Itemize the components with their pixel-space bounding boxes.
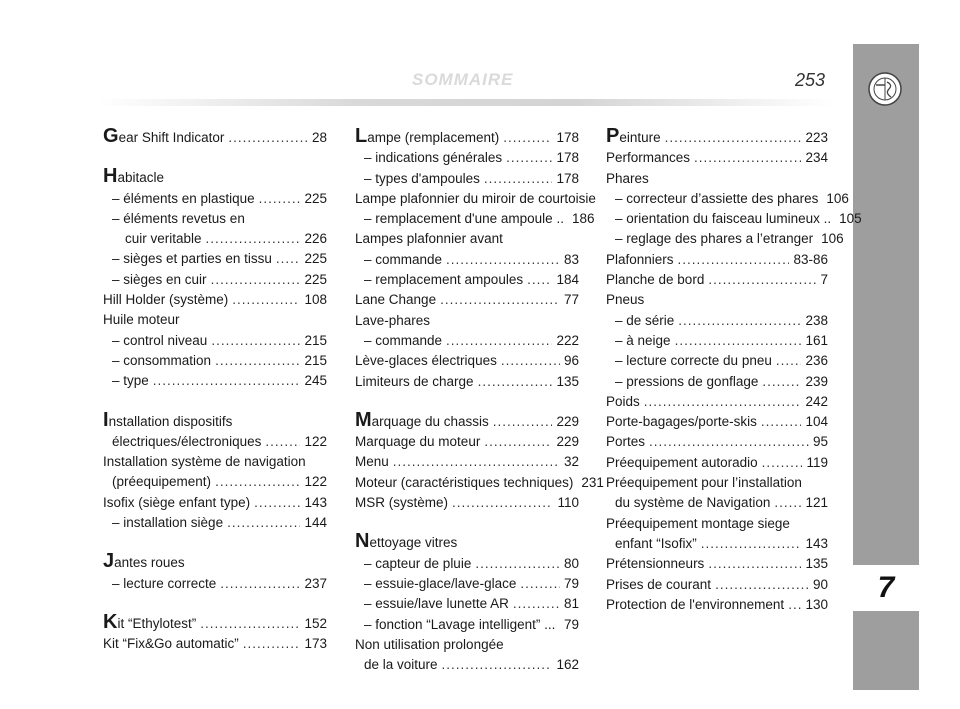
entry-label: Pneus bbox=[606, 292, 645, 308]
entry-page-number: 234 bbox=[805, 150, 828, 166]
index-entry bbox=[103, 634, 327, 654]
entry-page-number: 245 bbox=[304, 373, 327, 389]
index-entry bbox=[355, 311, 579, 331]
entry-label: Prises de courant bbox=[606, 576, 712, 592]
leader-dots bbox=[484, 169, 553, 189]
index-entry bbox=[606, 290, 828, 310]
index-entry bbox=[103, 550, 327, 573]
index-entry bbox=[103, 290, 327, 310]
leader-dots bbox=[665, 128, 802, 148]
leader-dots bbox=[220, 574, 300, 594]
entry-label: Lampe (remplacement) bbox=[355, 125, 500, 147]
entry-page-number: 229 bbox=[556, 413, 579, 429]
entry-label: – orientation du faisceau lumineux .. bbox=[615, 211, 832, 227]
index-entry bbox=[355, 331, 579, 351]
index-entry bbox=[103, 513, 327, 533]
entry-page-number: 143 bbox=[805, 535, 828, 551]
entry-page-number: 242 bbox=[805, 393, 828, 409]
entry-page-number: 77 bbox=[563, 292, 579, 308]
index-entry bbox=[355, 351, 579, 371]
leader-dots bbox=[520, 574, 560, 594]
index-entry bbox=[355, 169, 579, 189]
index-entry bbox=[355, 473, 604, 493]
chapter-number: 7 bbox=[853, 565, 919, 611]
entry-label: enfant “Isofix” bbox=[615, 535, 697, 551]
index-entry bbox=[355, 189, 596, 209]
entry-page-number: 178 bbox=[556, 130, 579, 145]
entry-label: Nettoyage vitres bbox=[355, 530, 458, 553]
index-entry bbox=[103, 189, 327, 209]
index-entry bbox=[355, 209, 595, 229]
leader-dots bbox=[701, 534, 802, 554]
entry-label: – remplacement d'une ampoule .. bbox=[364, 211, 564, 227]
entry-page-number: 229 bbox=[556, 434, 579, 450]
index-entry bbox=[606, 189, 849, 209]
entry-page-number: 215 bbox=[304, 352, 327, 368]
entry-page-number: 122 bbox=[304, 474, 327, 490]
entry-page-number: 226 bbox=[304, 231, 327, 247]
entry-label: Phares bbox=[606, 170, 649, 186]
leader-dots bbox=[265, 432, 300, 452]
entry-page-number: 108 bbox=[304, 292, 327, 308]
entry-label: Portes bbox=[606, 434, 646, 450]
entry-page-number: 231 bbox=[581, 474, 604, 490]
entry-page-number: 184 bbox=[556, 272, 579, 288]
alfa-romeo-logo-icon bbox=[868, 72, 902, 106]
leader-dots bbox=[503, 128, 552, 148]
leader-dots bbox=[206, 229, 301, 249]
entry-label: Huile moteur bbox=[103, 312, 180, 328]
entry-label: Gear Shift Indicator bbox=[103, 125, 225, 147]
leader-dots bbox=[215, 351, 300, 371]
index-column-2 bbox=[355, 125, 604, 675]
leader-dots bbox=[211, 331, 300, 351]
index-column-1 bbox=[103, 125, 327, 655]
entry-label: – type bbox=[112, 373, 149, 389]
entry-page-number: 225 bbox=[304, 251, 327, 267]
leader-dots bbox=[475, 554, 560, 574]
index-entry bbox=[103, 229, 327, 249]
entry-label: – types d'ampoules bbox=[364, 170, 480, 186]
index-entry bbox=[606, 453, 828, 473]
leader-dots bbox=[501, 351, 560, 371]
page-title: SOMMAIRE bbox=[412, 70, 514, 89]
index-entry bbox=[355, 125, 579, 148]
leader-dots bbox=[446, 250, 560, 270]
leader-dots bbox=[478, 372, 553, 392]
entry-label: – essuie/lave lunette AR bbox=[364, 596, 509, 612]
index-entry bbox=[103, 331, 327, 351]
entry-page-number: 32 bbox=[563, 454, 579, 470]
entry-page-number: 186 bbox=[571, 211, 595, 227]
entry-page-number: 237 bbox=[304, 575, 327, 591]
leader-dots bbox=[761, 412, 802, 432]
index-entry bbox=[355, 615, 579, 635]
entry-page-number: 79 bbox=[563, 575, 579, 591]
leader-dots bbox=[232, 290, 300, 310]
entry-label: Marquage du moteur bbox=[355, 434, 481, 450]
index-entry bbox=[103, 574, 327, 594]
leader-dots bbox=[649, 432, 809, 452]
section-gap bbox=[355, 513, 579, 533]
entry-page-number: 83 bbox=[563, 251, 579, 267]
entry-label: – éléments revetus en bbox=[112, 210, 245, 226]
entry-page-number: 161 bbox=[805, 332, 828, 348]
index-entry bbox=[606, 250, 828, 270]
entry-label: Menu bbox=[355, 454, 389, 470]
leader-dots bbox=[513, 594, 560, 614]
leader-dots bbox=[484, 432, 552, 452]
leader-dots bbox=[259, 189, 301, 209]
entry-label: Lève-glaces électriques bbox=[355, 353, 497, 369]
index-entry bbox=[606, 432, 828, 452]
entry-label: Plafonniers bbox=[606, 251, 674, 267]
leader-dots bbox=[254, 493, 300, 513]
entry-label: – fonction “Lavage intelligent” ... bbox=[364, 616, 556, 632]
entry-label: – commande bbox=[364, 332, 443, 348]
index-entry bbox=[103, 249, 327, 269]
entry-page-number: 104 bbox=[805, 414, 828, 430]
entry-label: Porte-bagages/porte-skis bbox=[606, 414, 757, 430]
index-entry bbox=[606, 125, 828, 148]
entry-label: – lecture correcte du pneu bbox=[615, 353, 772, 369]
leader-dots bbox=[442, 655, 553, 675]
leader-dots bbox=[153, 371, 301, 391]
index-entry bbox=[103, 452, 327, 472]
entry-label: Habitacle bbox=[103, 165, 164, 188]
entry-label: Installation dispositifs bbox=[103, 408, 233, 431]
leader-dots bbox=[493, 412, 553, 432]
index-entry bbox=[355, 372, 579, 392]
entry-label: – reglage des phares a l’etranger bbox=[615, 231, 814, 247]
index-entry bbox=[355, 270, 579, 290]
entry-page-number: 79 bbox=[563, 616, 579, 632]
index-entry bbox=[355, 594, 579, 614]
leader-dots bbox=[774, 493, 801, 513]
entry-label: Jantes roues bbox=[103, 550, 185, 573]
entry-page-number: 106 bbox=[821, 231, 844, 247]
entry-label: – capteur de pluie bbox=[364, 555, 472, 571]
entry-label: Lampe plafonnier du miroir de courtoisie bbox=[355, 190, 596, 206]
index-entry bbox=[606, 209, 862, 229]
index-entry bbox=[355, 229, 579, 249]
entry-label: – indications générales bbox=[364, 150, 503, 166]
entry-label: Préequipement autoradio bbox=[606, 454, 758, 470]
entry-page-number: 96 bbox=[563, 353, 579, 369]
entry-page-number: 178 bbox=[556, 150, 579, 166]
section-gap bbox=[103, 148, 327, 168]
entry-page-number: 135 bbox=[805, 556, 828, 572]
index-entry bbox=[355, 452, 579, 472]
index-entry bbox=[103, 351, 327, 371]
index-entry bbox=[606, 311, 828, 331]
entry-page-number: 83-86 bbox=[793, 251, 828, 267]
entry-page-number: 81 bbox=[563, 596, 579, 612]
leader-dots bbox=[788, 595, 801, 615]
index-entry bbox=[103, 310, 327, 330]
entry-page-number: 90 bbox=[812, 576, 828, 592]
entry-page-number: 28 bbox=[311, 130, 327, 145]
entry-page-number: 215 bbox=[304, 332, 327, 348]
entry-label: Lave-phares bbox=[355, 312, 431, 328]
page-number: 253 bbox=[795, 70, 826, 90]
leader-dots bbox=[675, 331, 802, 351]
leader-dots bbox=[243, 634, 301, 654]
entry-page-number: 80 bbox=[563, 555, 579, 571]
entry-label: – à neige bbox=[615, 332, 671, 348]
entry-label: – lecture correcte bbox=[112, 575, 217, 591]
entry-page-number: 225 bbox=[304, 271, 327, 287]
leader-dots bbox=[446, 331, 552, 351]
index-entry bbox=[103, 472, 327, 492]
index-entry bbox=[606, 392, 828, 412]
leader-dots bbox=[762, 453, 803, 473]
index-entry bbox=[355, 432, 579, 452]
entry-label: Protection de l'environnement bbox=[606, 596, 785, 612]
index-entry bbox=[103, 610, 327, 634]
entry-page-number: 143 bbox=[304, 494, 327, 510]
entry-label: – installation siège bbox=[112, 515, 224, 531]
leader-dots bbox=[678, 250, 790, 270]
entry-label: Installation système de navigation bbox=[103, 454, 306, 470]
index-entry bbox=[355, 290, 579, 310]
leader-dots bbox=[715, 575, 809, 595]
entry-label: Isofix (siège enfant type) bbox=[103, 494, 251, 510]
entry-page-number: 236 bbox=[805, 353, 828, 369]
entry-page-number: 110 bbox=[557, 495, 579, 511]
index-entry bbox=[606, 351, 828, 371]
section-gap bbox=[355, 392, 579, 412]
leader-dots bbox=[452, 493, 553, 513]
section-gap bbox=[103, 392, 327, 412]
leader-dots bbox=[211, 270, 301, 290]
entry-label: – de série bbox=[615, 312, 675, 328]
entry-label: du système de Navigation bbox=[615, 495, 771, 511]
index-entry bbox=[103, 371, 327, 391]
entry-label: Performances bbox=[606, 150, 691, 166]
entry-page-number: 238 bbox=[805, 312, 828, 328]
entry-label: Marquage du chassis bbox=[355, 408, 489, 431]
leader-dots bbox=[227, 513, 300, 533]
entry-page-number: 105 bbox=[839, 211, 862, 227]
index-entry bbox=[606, 493, 828, 513]
entry-label: électriques/électroniques bbox=[112, 433, 262, 449]
entry-label: de la voiture bbox=[364, 657, 438, 673]
index-entry bbox=[606, 412, 828, 432]
entry-label: (préequipement) bbox=[112, 474, 212, 490]
entry-page-number: 173 bbox=[304, 636, 327, 652]
entry-page-number: 144 bbox=[304, 515, 327, 531]
index-entry bbox=[606, 554, 828, 574]
index-entry bbox=[606, 331, 828, 351]
index-entry bbox=[355, 148, 579, 168]
leader-dots bbox=[440, 290, 560, 310]
leader-dots bbox=[694, 148, 801, 168]
index-entry bbox=[355, 635, 579, 655]
entry-label: Préequipement pour l’installation bbox=[606, 475, 802, 491]
leader-dots bbox=[678, 311, 801, 331]
index-entry bbox=[103, 432, 327, 452]
entry-label: Lampes plafonnier avant bbox=[355, 231, 503, 247]
entry-label: Limiteurs de charge bbox=[355, 373, 474, 389]
leader-dots bbox=[393, 452, 560, 472]
leader-dots bbox=[276, 249, 301, 269]
entry-label: MSR (système) bbox=[355, 495, 449, 511]
entry-page-number: 106 bbox=[826, 190, 849, 206]
index-entry bbox=[355, 408, 579, 432]
leader-dots bbox=[527, 270, 552, 290]
entry-label: – correcteur d’assiette des phares bbox=[615, 190, 819, 206]
entry-page-number: 119 bbox=[806, 454, 828, 470]
entry-page-number: 121 bbox=[805, 495, 828, 511]
section-gap bbox=[103, 533, 327, 553]
entry-label: – pressions de gonflage bbox=[615, 373, 759, 389]
leader-dots bbox=[506, 148, 552, 168]
leader-dots bbox=[776, 351, 802, 371]
entry-page-number: 162 bbox=[556, 657, 579, 673]
entry-page-number: 135 bbox=[556, 373, 579, 389]
entry-label: Peinture bbox=[606, 125, 661, 147]
entry-page-number: 178 bbox=[556, 170, 579, 186]
entry-label: Planche de bord bbox=[606, 272, 705, 288]
entry-page-number: 225 bbox=[304, 190, 327, 206]
index-entry bbox=[606, 595, 828, 615]
entry-page-number: 222 bbox=[556, 332, 579, 348]
index-entry bbox=[355, 554, 579, 574]
entry-label: Préequipement montage siege bbox=[606, 515, 790, 531]
index-entry bbox=[355, 250, 579, 270]
entry-page-number: 130 bbox=[805, 596, 828, 612]
entry-label: – consommation bbox=[112, 352, 212, 368]
header-divider bbox=[98, 99, 834, 106]
index-entry bbox=[606, 473, 828, 493]
leader-dots bbox=[644, 392, 802, 412]
index-entry bbox=[606, 534, 828, 554]
entry-label: – sièges et parties en tissu bbox=[112, 251, 272, 267]
index-entry bbox=[606, 229, 844, 249]
index-column-3 bbox=[606, 125, 862, 615]
entry-label: – sièges en cuir bbox=[112, 271, 207, 287]
index-entry bbox=[103, 125, 327, 148]
index-entry bbox=[606, 148, 828, 168]
leader-dots bbox=[708, 554, 801, 574]
entry-page-number: 95 bbox=[812, 434, 828, 450]
entry-label: Lane Change bbox=[355, 292, 437, 308]
entry-label: cuir veritable bbox=[125, 231, 202, 247]
index-entry bbox=[103, 270, 327, 290]
index-entry bbox=[103, 493, 327, 513]
leader-dots bbox=[708, 270, 816, 290]
entry-label: Moteur (caractéristiques techniques) bbox=[355, 474, 574, 490]
entry-label: – commande bbox=[364, 251, 443, 267]
index-entry bbox=[606, 575, 828, 595]
index-entry bbox=[103, 408, 327, 432]
entry-label: Prétensionneurs bbox=[606, 556, 705, 572]
index-entry bbox=[355, 655, 579, 675]
entry-label: Kit “Ethylotest” bbox=[103, 610, 197, 633]
entry-label: – remplacement ampoules bbox=[364, 272, 524, 288]
entry-page-number: 152 bbox=[304, 615, 327, 631]
index-entry bbox=[606, 270, 828, 290]
index-entry bbox=[103, 209, 327, 229]
leader-dots bbox=[762, 372, 801, 392]
entry-page-number: 239 bbox=[805, 373, 828, 389]
index-entry bbox=[606, 514, 828, 534]
index-entry bbox=[606, 372, 828, 392]
entry-page-number: 122 bbox=[304, 433, 327, 449]
entry-label: – control niveau bbox=[112, 332, 208, 348]
index-entry bbox=[355, 493, 579, 513]
entry-page-number: 223 bbox=[805, 130, 828, 145]
entry-label: Poids bbox=[606, 393, 640, 409]
entry-label: Non utilisation prolongée bbox=[355, 636, 504, 652]
leader-dots bbox=[215, 472, 300, 492]
entry-label: Hill Holder (système) bbox=[103, 292, 229, 308]
index-entry bbox=[355, 530, 579, 553]
index-entry bbox=[103, 165, 327, 188]
entry-label: – essuie-glace/lave-glace bbox=[364, 575, 517, 591]
entry-page-number: 7 bbox=[820, 272, 828, 288]
entry-label: – éléments en plastique bbox=[112, 190, 255, 206]
leader-dots bbox=[228, 128, 308, 148]
entry-label: Kit “Fix&Go automatic” bbox=[103, 636, 239, 652]
index-entry bbox=[606, 169, 828, 189]
section-gap bbox=[103, 594, 327, 614]
index-entry bbox=[355, 574, 579, 594]
leader-dots bbox=[200, 614, 300, 634]
